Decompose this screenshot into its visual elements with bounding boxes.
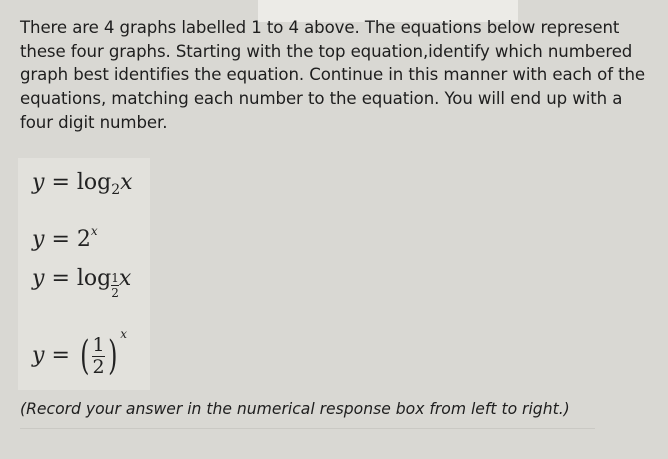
log-base: 2	[111, 182, 121, 198]
exponent: x	[120, 327, 127, 341]
equals-sign: =	[51, 266, 70, 291]
fraction-denominator: 2	[111, 286, 119, 300]
exponent: x	[90, 224, 98, 238]
instructions-text: There are 4 graphs labelled 1 to 4 above. The equations below represent these four graphs. Starting with the top equation,identify which numbered graph best identifies the equation. Continue in this manner with each of the equations, matching each number to the equation. You will end up with a four digit number.	[20, 18, 646, 132]
equation-lhs: y	[32, 343, 45, 368]
record-answer-note: (Record your answer in the numerical response box from left to right.)	[20, 400, 570, 418]
log-argument: x	[120, 170, 133, 195]
left-parenthesis: (	[79, 333, 90, 379]
log-argument: x	[118, 266, 132, 291]
equation-exponential-base-2	[32, 225, 98, 251]
equals-sign: =	[51, 170, 70, 195]
equation-exponential-base-half	[32, 328, 127, 377]
equation-lhs: y	[32, 170, 45, 195]
log-base-fraction	[111, 272, 119, 299]
equation-lhs: y	[32, 266, 45, 291]
equation-lhs: y	[32, 227, 45, 252]
answer-area-divider	[20, 428, 595, 429]
exponential-base: 2	[76, 227, 91, 252]
fraction-numerator: 1	[92, 333, 105, 356]
fraction-numerator: 1	[111, 271, 119, 285]
fraction-denominator: 2	[92, 355, 105, 378]
log-function: log	[76, 266, 112, 291]
equals-sign: =	[51, 227, 70, 252]
log-function: log	[76, 170, 112, 195]
equation-log-base-half	[32, 268, 131, 299]
equals-sign: =	[51, 343, 70, 368]
equation-log-base-2	[32, 172, 133, 197]
base-fraction	[92, 333, 105, 378]
right-parenthesis: )	[107, 333, 118, 379]
